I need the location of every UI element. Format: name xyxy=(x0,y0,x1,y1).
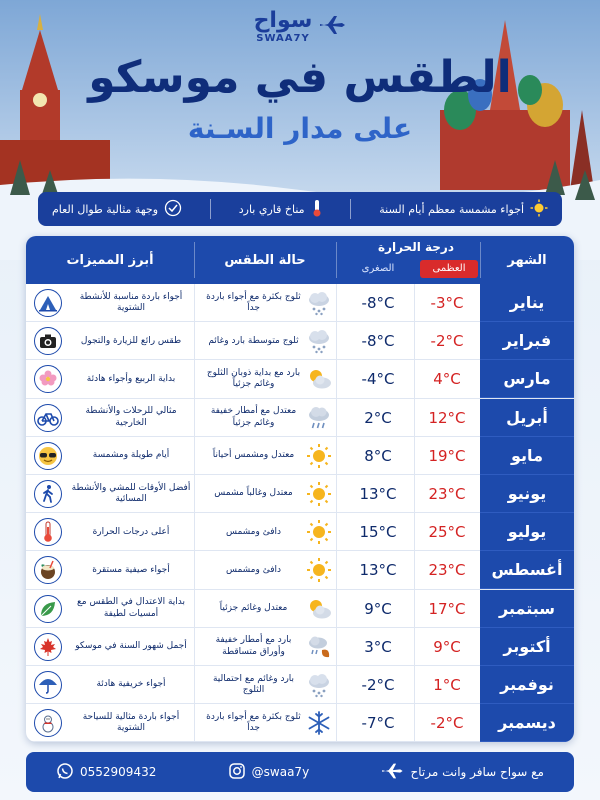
sun-icon xyxy=(305,556,333,584)
highlight-cell xyxy=(30,704,195,742)
table-row xyxy=(26,666,574,704)
condition-text: معتدل ومشمس أحياناً xyxy=(212,450,295,461)
feature-label: أجواء مشمسة معظم أيام السنة xyxy=(379,202,525,216)
condition-cell xyxy=(198,666,333,704)
instagram-icon xyxy=(228,762,246,783)
whatsapp-number: 0552909432 xyxy=(80,765,157,779)
highlight-cell xyxy=(30,628,195,666)
highlight-cell xyxy=(30,360,195,398)
max-temp-cell: 12°C xyxy=(428,408,466,427)
condition-text: معتدل وغائم جزئياً xyxy=(219,602,288,613)
feature-item-climate xyxy=(239,199,323,220)
condition-text: ثلوج بكثرة مع أجواء باردة جداً xyxy=(206,711,301,734)
divider xyxy=(350,199,351,219)
highlight-cell xyxy=(30,322,195,360)
tent-icon xyxy=(34,289,62,317)
partly-cloudy-icon xyxy=(305,365,333,393)
page-title: الطقس في موسكو xyxy=(88,52,512,103)
month-cell: يوليو xyxy=(480,513,574,551)
table-row xyxy=(26,475,574,513)
snowman-icon xyxy=(34,709,62,737)
condition-text: دافئ ومشمس xyxy=(225,564,282,575)
thermometer-icon xyxy=(311,199,323,220)
footer-instagram[interactable] xyxy=(228,762,310,783)
table-row xyxy=(26,628,574,666)
highlight-cell xyxy=(30,590,195,628)
condition-cell xyxy=(198,322,333,360)
partly-cloudy-icon xyxy=(305,595,333,623)
max-temp-cell: -2°C xyxy=(430,332,464,351)
condition-cell xyxy=(198,628,333,666)
highlight-cell xyxy=(30,437,195,475)
highlight-cell xyxy=(30,284,195,322)
month-cell: أكتوبر xyxy=(480,628,574,666)
condition-cell xyxy=(198,360,333,398)
highlight-text: أجواء خريفية هادئة xyxy=(96,679,166,690)
highlight-text: بداية الربيع وأجواء هادئة xyxy=(86,373,176,384)
sunglasses-icon xyxy=(34,442,62,470)
condition-cell xyxy=(198,437,333,475)
feature-label: مناخ قاري بارد xyxy=(238,202,305,216)
min-temp-cell: -8°C xyxy=(361,332,395,351)
footer-tagline xyxy=(380,762,544,783)
condition-cell xyxy=(198,704,333,742)
divider xyxy=(194,242,195,278)
month-cell: نوفمبر xyxy=(480,666,574,704)
highlight-cell xyxy=(30,475,195,513)
min-temp-cell: -2°C xyxy=(361,675,395,694)
highlight-text: طقس رائع للزيارة والتجول xyxy=(80,335,182,346)
month-cell: أغسطس xyxy=(480,551,574,589)
header-highlights: أبرز المميزات xyxy=(66,252,154,268)
highlight-text: أعلى درجات الحرارة xyxy=(92,526,170,537)
condition-cell xyxy=(198,513,333,551)
airplane-icon xyxy=(380,762,404,783)
flower-icon xyxy=(34,365,62,393)
sun-icon xyxy=(530,199,548,220)
leaf-icon xyxy=(34,595,62,623)
snowflake-icon xyxy=(305,709,333,737)
month-cell: فبراير xyxy=(480,322,574,360)
table-header xyxy=(26,236,574,284)
header-temperature xyxy=(341,236,491,284)
condition-cell xyxy=(198,590,333,628)
highlight-cell xyxy=(30,513,195,551)
condition-text: بارد وغائم مع احتمالية الثلوج xyxy=(212,673,295,695)
thermometer-icon xyxy=(34,518,62,546)
max-temp-cell: -2°C xyxy=(430,714,464,733)
condition-text: دافئ ومشمس xyxy=(225,526,282,537)
month-cell: مارس xyxy=(480,360,574,398)
header-month: الشهر xyxy=(507,252,547,268)
snow-cloud-icon xyxy=(305,289,333,317)
month-cell: يونيو xyxy=(480,475,574,513)
feature-label: وجهة مثالية طوال العام xyxy=(51,202,159,216)
highlight-text: بداية الاعتدال في الطقس مع أمسيات لطيفة xyxy=(76,597,186,619)
min-temp-cell: 2°C xyxy=(364,408,392,427)
highlight-cell xyxy=(30,551,195,589)
coconut-drink-icon xyxy=(34,556,62,584)
highlight-text: مثالي للرحلات والأنشطة الخارجية xyxy=(85,406,177,428)
table-row xyxy=(26,322,574,360)
month-cell: يناير xyxy=(480,284,574,322)
rain-leaf-icon xyxy=(305,633,333,661)
table-row xyxy=(26,284,574,322)
min-temp-cell: -4°C xyxy=(361,370,395,389)
condition-cell xyxy=(198,399,333,437)
max-temp-cell: 9°C xyxy=(433,637,461,656)
highlight-text: أفضل الأوقات للمشي والأنشطة المسائية xyxy=(71,482,191,504)
table-row xyxy=(26,704,574,742)
check-circle-icon xyxy=(164,199,182,220)
max-temp-cell: 19°C xyxy=(428,446,466,465)
instagram-handle: @swaa7y xyxy=(251,765,310,779)
table-row xyxy=(26,399,574,437)
max-temp-cell: 23°C xyxy=(428,561,466,580)
table-row xyxy=(26,590,574,628)
sun-icon xyxy=(305,480,333,508)
min-temp-cell: 3°C xyxy=(364,637,392,656)
highlight-cell xyxy=(30,666,195,704)
rain-cloud-icon xyxy=(305,404,333,432)
brand-name-ar: سواح xyxy=(253,8,313,33)
condition-cell xyxy=(198,551,333,589)
header-temperature-label: درجة الحرارة xyxy=(377,240,454,254)
camera-icon xyxy=(34,327,62,355)
min-temp-cell: 8°C xyxy=(364,446,392,465)
footer-whatsapp[interactable] xyxy=(56,762,156,783)
highlight-text: أيام طويلة ومشمسة xyxy=(92,450,170,461)
min-temp-cell: 9°C xyxy=(364,599,392,618)
condition-cell xyxy=(198,284,333,322)
min-temp-cell: 15°C xyxy=(359,523,397,542)
airplane-icon xyxy=(318,14,346,40)
divider xyxy=(210,199,211,219)
sun-icon xyxy=(305,518,333,546)
max-temp-cell: 4°C xyxy=(433,370,461,389)
feature-item-destination xyxy=(52,199,182,220)
highlight-text: أجواء صيفية مستقرة xyxy=(92,564,170,575)
min-temp-cell: -8°C xyxy=(361,294,395,312)
highlight-cell xyxy=(30,399,195,437)
highlight-text: أجمل شهور السنة في موسكو xyxy=(75,641,187,652)
table-row xyxy=(26,360,574,398)
header-min: الصغرى xyxy=(361,263,395,274)
min-temp-cell: -7°C xyxy=(361,714,395,733)
max-temp-cell: 17°C xyxy=(428,599,466,618)
month-cell: ديسمبر xyxy=(480,704,574,742)
table-row xyxy=(26,437,574,475)
condition-text: بارد مع أمطار خفيفة وأوراق متساقطة xyxy=(215,635,292,657)
bicycle-icon xyxy=(34,404,62,432)
max-temp-cell: 25°C xyxy=(428,523,466,542)
weather-table xyxy=(26,236,574,742)
maple-leaf-icon xyxy=(34,633,62,661)
divider xyxy=(336,242,337,278)
condition-text: ثلوج بكثرة مع أجواء باردة جداً xyxy=(206,291,301,313)
table-row xyxy=(26,513,574,551)
tagline-text: مع سواح سافر وانت مرتاح xyxy=(410,765,544,779)
month-cell: سبتمبر xyxy=(480,590,574,628)
max-temp-cell: 23°C xyxy=(428,484,466,503)
highlight-text: أجواء باردة مثالية للسياحة الشتوية xyxy=(82,711,180,734)
highlight-text: أجواء باردة مناسبة للأنشطة الشتوية xyxy=(79,291,183,313)
condition-cell xyxy=(198,475,333,513)
brand-logo xyxy=(0,10,600,44)
min-temp-cell: 13°C xyxy=(359,484,397,503)
features-bar xyxy=(38,192,562,226)
condition-text: معتدل مع أمطار خفيفة وغائم جزئياً xyxy=(210,406,297,428)
condition-text: معتدل وغالباً مشمس xyxy=(214,488,293,499)
snow-cloud-icon xyxy=(305,327,333,355)
snow-cloud-icon xyxy=(305,671,333,699)
table-row xyxy=(26,551,574,589)
max-temp-cell: -3°C xyxy=(430,294,464,312)
condition-text: بارد مع بداية ذوبان الثلوج وغائم جزئياً xyxy=(206,368,301,390)
month-cell: مايو xyxy=(480,437,574,475)
max-temp-cell: 1°C xyxy=(433,675,461,694)
condition-text: ثلوج متوسطة بارد وغائم xyxy=(208,335,299,346)
month-cell: أبريل xyxy=(480,399,574,437)
table-body xyxy=(26,284,574,742)
min-temp-cell: 13°C xyxy=(359,561,397,580)
umbrella-icon xyxy=(34,671,62,699)
header-max: العظمى xyxy=(420,260,478,278)
feature-item-sunny xyxy=(379,199,548,220)
sun-icon xyxy=(305,442,333,470)
header-condition: حالة الطقس xyxy=(224,252,306,268)
brand-name-en: SWAA7Y xyxy=(256,33,310,44)
whatsapp-icon xyxy=(56,762,74,783)
page-subtitle: على مدار السـنة xyxy=(187,112,413,145)
footer-bar xyxy=(26,752,574,792)
walking-icon xyxy=(34,480,62,508)
